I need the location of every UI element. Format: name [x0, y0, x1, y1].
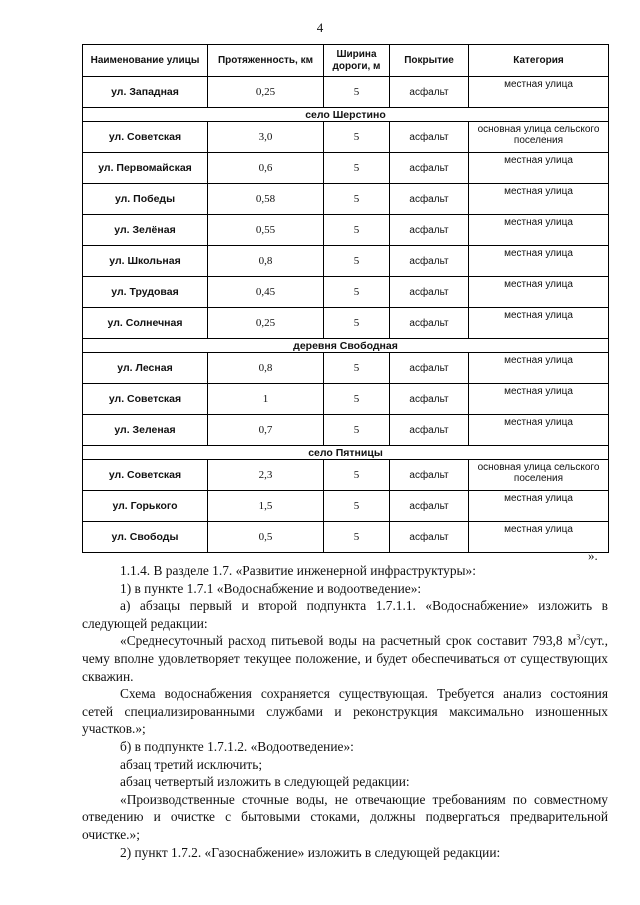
- section-row: [83, 108, 609, 122]
- header-length: Протяженность, км: [208, 45, 324, 77]
- street-width: 5: [324, 522, 390, 553]
- street-coverage: асфальт: [390, 353, 469, 384]
- street-width: 5: [324, 308, 390, 339]
- street-category: местная улица: [469, 277, 609, 308]
- table-row: [83, 308, 609, 339]
- street-name: ул. Школьная: [83, 246, 208, 277]
- section-title: село Пятницы: [83, 446, 609, 460]
- street-coverage: асфальт: [390, 522, 469, 553]
- street-length: 1,5: [208, 491, 324, 522]
- street-name: ул. Трудовая: [83, 277, 208, 308]
- street-name: ул. Зелёная: [83, 215, 208, 246]
- street-width: 5: [324, 77, 390, 108]
- table-row: [83, 184, 609, 215]
- street-category: местная улица: [469, 522, 609, 553]
- streets-table: [82, 44, 609, 553]
- street-category: местная улица: [469, 353, 609, 384]
- street-category: местная улица: [469, 491, 609, 522]
- street-coverage: асфальт: [390, 415, 469, 446]
- table-row: [83, 522, 609, 553]
- table-row: [83, 384, 609, 415]
- street-category: местная улица: [469, 77, 609, 108]
- street-coverage: асфальт: [390, 384, 469, 415]
- street-width: 5: [324, 122, 390, 153]
- header-coverage: Покрытие: [390, 45, 469, 77]
- table-header-row: [83, 45, 609, 77]
- street-coverage: асфальт: [390, 460, 469, 491]
- paragraph: «Среднесуточный расход питьевой воды на расчетный срок составит 793,8 $м^3$/сут., чему вполне удовлетворяет текущее положение, и будет обеспечиваться от существующих скважин.: [82, 632, 608, 684]
- street-width: 5: [324, 491, 390, 522]
- table-row: [83, 353, 609, 384]
- street-length: 0,8: [208, 353, 324, 384]
- street-width: 5: [324, 277, 390, 308]
- street-name: ул. Победы: [83, 184, 208, 215]
- street-name: ул. Солнечная: [83, 308, 208, 339]
- street-category: местная улица: [469, 384, 609, 415]
- paragraph: а) абзацы первый и второй подпункта 1.7.1.1. «Водоснабжение» изложить в следующей редакции:: [82, 598, 608, 631]
- street-name: ул. Лесная: [83, 353, 208, 384]
- street-category: местная улица: [469, 153, 609, 184]
- street-coverage: асфальт: [390, 491, 469, 522]
- street-length: 0,45: [208, 277, 324, 308]
- street-name: ул. Советская: [83, 460, 208, 491]
- street-width: 5: [324, 353, 390, 384]
- street-coverage: асфальт: [390, 246, 469, 277]
- section-row: [83, 446, 609, 460]
- street-length: 0,25: [208, 77, 324, 108]
- street-coverage: асфальт: [390, 308, 469, 339]
- table-row: [83, 153, 609, 184]
- paragraph: 1.1.4. В разделе 1.7. «Развитие инженерной инфраструктуры»:: [120, 563, 476, 578]
- street-length: 0,7: [208, 415, 324, 446]
- paragraph: Схема водоснабжения сохраняется существующая. Требуется анализ состояния сетей специализированными службами и реконструкция максимально изношенных участков.»;: [82, 686, 608, 737]
- street-coverage: асфальт: [390, 153, 469, 184]
- street-length: 0,8: [208, 246, 324, 277]
- street-length: 3,0: [208, 122, 324, 153]
- paragraph: «Производственные сточные воды, не отвечающие требованиям по совместному отведению и очистке с бытовыми стоками, должны подвергаться предварительной очистке.»;: [82, 791, 608, 842]
- paragraph: абзац четвертый изложить в следующей редакции:: [120, 774, 410, 790]
- street-name: ул. Западная: [83, 77, 208, 108]
- street-coverage: асфальт: [390, 122, 469, 153]
- closing-quote: ».: [588, 548, 598, 563]
- paragraph: б) в подпункте 1.7.1.2. «Водоотведение»:: [120, 738, 354, 754]
- street-length: 0,55: [208, 215, 324, 246]
- street-width: 5: [324, 246, 390, 277]
- paragraph: абзац третий исключить;: [120, 756, 263, 772]
- street-length: 0,58: [208, 184, 324, 215]
- paragraph: 1) в пункте 1.7.1 «Водоснабжение и водоотведение»:: [120, 580, 422, 596]
- page-number: 4: [316, 20, 324, 35]
- street-category: местная улица: [469, 415, 609, 446]
- table-row: [83, 122, 609, 153]
- table-row: [83, 460, 609, 491]
- table-row: [83, 246, 609, 277]
- street-category: основная улица сельского поселения: [469, 122, 609, 153]
- street-name: ул. Горького: [83, 491, 208, 522]
- street-category: местная улица: [469, 308, 609, 339]
- street-name: ул. Первомайская: [83, 153, 208, 184]
- table-row: [83, 277, 609, 308]
- header-name: Наименование улицы: [83, 45, 208, 77]
- paragraph: 2) пункт 1.7.2. «Газоснабжение» изложить в следующей редакции:: [120, 844, 501, 860]
- table-row: [83, 415, 609, 446]
- street-category: местная улица: [469, 246, 609, 277]
- street-width: 5: [324, 415, 390, 446]
- street-category: основная улица сельского поселения: [469, 460, 609, 491]
- street-coverage: асфальт: [390, 77, 469, 108]
- street-name: ул. Советская: [83, 384, 208, 415]
- street-width: 5: [324, 153, 390, 184]
- table-row: [83, 77, 609, 108]
- section-title: село Шерстино: [83, 108, 609, 122]
- street-length: 0,25: [208, 308, 324, 339]
- table-row: [83, 215, 609, 246]
- street-width: 5: [324, 215, 390, 246]
- street-category: местная улица: [469, 215, 609, 246]
- street-coverage: асфальт: [390, 184, 469, 215]
- street-width: 5: [324, 384, 390, 415]
- street-length: 2,3: [208, 460, 324, 491]
- section-title: деревня Свободная: [83, 339, 609, 353]
- street-length: 1: [208, 384, 324, 415]
- street-width: 5: [324, 184, 390, 215]
- street-coverage: асфальт: [390, 215, 469, 246]
- section-row: [83, 339, 609, 353]
- street-width: 5: [324, 460, 390, 491]
- street-name: ул. Советская: [83, 122, 208, 153]
- street-length: 0,5: [208, 522, 324, 553]
- street-coverage: асфальт: [390, 277, 469, 308]
- body-text: [82, 562, 608, 861]
- street-length: 0,6: [208, 153, 324, 184]
- street-name: ул. Свободы: [83, 522, 208, 553]
- header-width: Ширина дороги, м: [324, 45, 390, 77]
- table-row: [83, 491, 609, 522]
- street-category: местная улица: [469, 184, 609, 215]
- street-name: ул. Зеленая: [83, 415, 208, 446]
- header-category: Категория: [469, 45, 609, 77]
